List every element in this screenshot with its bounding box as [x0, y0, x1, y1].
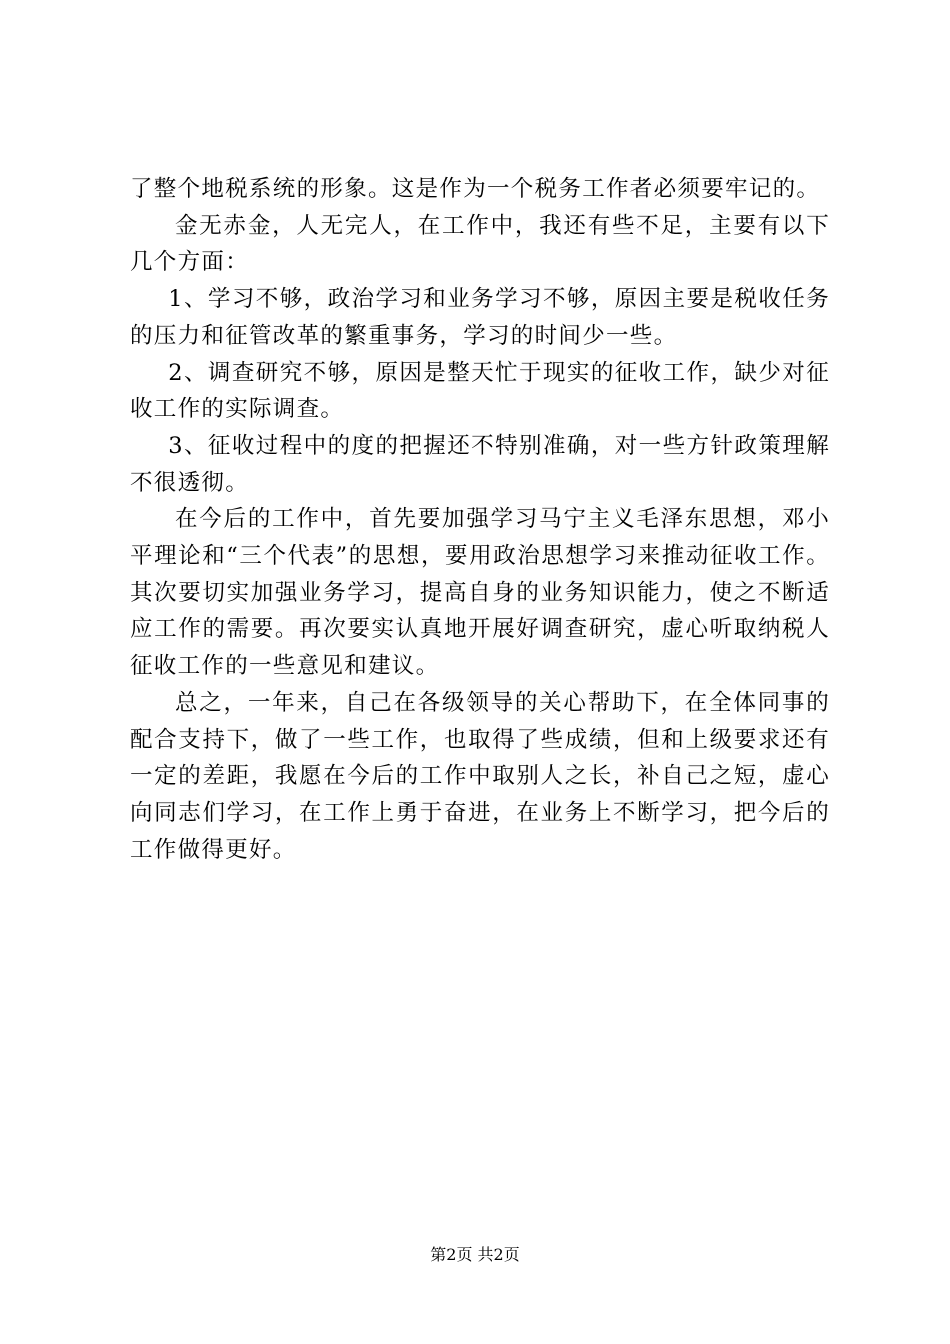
paragraph-conclusion: 总之，一年来，自己在各级领导的关心帮助下，在全体同事的配合支持下，做了一些工作，也取得了些成绩，但和上级要求还有一定的差距，我愿在今后的工作中取别人之长，补自己之短，虚心向同志们学习，在工作上勇于奋进，在业务上不断学习，把今后的工作做得更好。 — [130, 689, 830, 863]
page-number-footer: 第2页 共2页 — [430, 1245, 520, 1264]
paragraph-future-plans: 在今后的工作中，首先要加强学习马宁主义毛泽东思想，邓小平理论和“三个代表”的思想，要用政治思想学习来推动征收工作。其次要切实加强业务学习，提高自身的业务知识能力，使之不断适应工作的需要。再次要实认真地开展好调查研究，虚心听取纳税人征收工作的一些意见和建议。 — [130, 506, 830, 680]
paragraph-item-2: 2、调查研究不够，原因是整天忙于现实的征收工作，缺少对征收工作的实际调查。 — [130, 359, 830, 423]
paragraph-shortcomings-intro: 金无赤金，人无完人，在工作中，我还有些不足，主要有以下几个方面： — [130, 212, 830, 276]
document-body — [130, 171, 830, 868]
paragraph-item-3: 3、征收过程中的度的把握还不特别准确，对一些方针政策理解不很透彻。 — [130, 432, 830, 496]
paragraph-continuation: 了整个地税系统的形象。这是作为一个税务工作者必须要牢记的。 — [130, 176, 821, 202]
paragraph-item-1: 1、学习不够，政治学习和业务学习不够，原因主要是税收任务的压力和征管改革的繁重事务，学习的时间少一些。 — [130, 286, 830, 349]
